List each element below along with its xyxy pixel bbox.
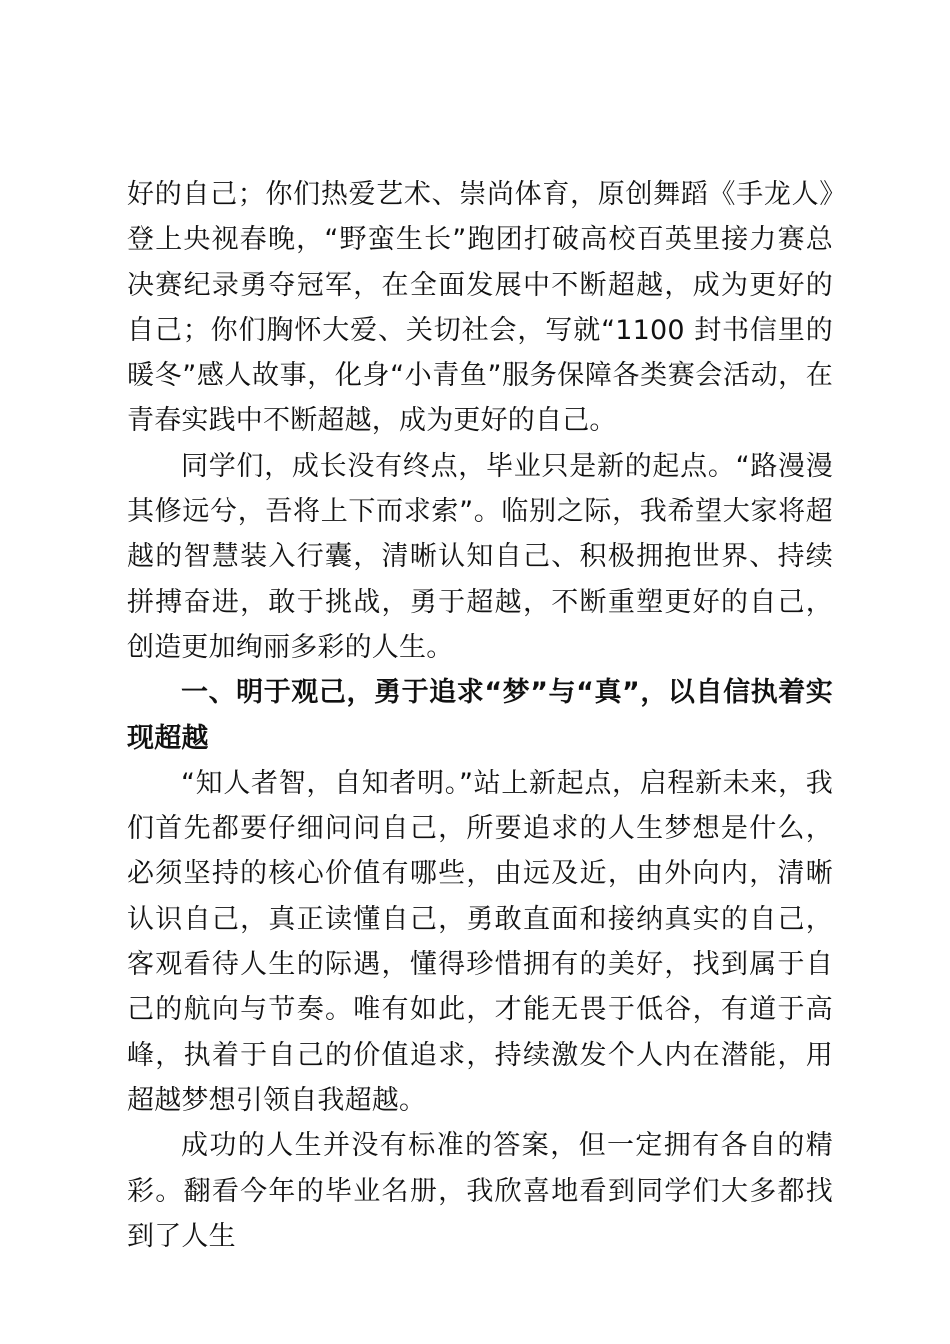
body-text <box>127 172 833 1259</box>
paragraph-1: 好的自己；你们热爱艺术、崇尚体育，原创舞蹈《手龙人》登上央视春晚，“野蛮生长”跑团打破高校百英里接力赛总决赛纪录勇夺冠军，在全面发展中不断超越，成为更好的自己；你们胸怀大爱、关切社会，写就“1100 封书信里的暖冬”感人故事，化身“小青鱼”服务保障各类赛会活动，在青春实践中不断超越，成为更好的自己。 <box>127 179 833 437</box>
paragraph-4: 成功的人生并没有标准的答案，但一定拥有各自的精彩。翻看今年的毕业名册，我欣喜地看到同学们大多都找到了人生 <box>127 1130 833 1252</box>
paragraph-2: 同学们，成长没有终点，毕业只是新的起点。“路漫漫其修远兮，吾将上下而求索”。临别之际，我希望大家将超越的智慧装入行囊，清晰认知自己、积极拥抱世界、持续拼搏奋进，敢于挑战，勇于超越，不断重塑更好的自己，创造更加绚丽多彩的人生。 <box>127 450 833 663</box>
section-heading-1: 一、明于观己，勇于追求“梦”与“真”，以自信执着实现超越 <box>127 677 833 754</box>
paragraph-3: “知人者智，自知者明。”站上新起点，启程新未来，我们首先都要仔细问问自己，所要追求的人生梦想是什么，必须坚持的核心价值有哪些，由远及近，由外向内，清晰认识自己，真正读懂自己，勇敢直面和接纳真实的自己，客观看待人生的际遇，懂得珍惜拥有的美好，找到属于自己的航向与节奏。唯有如此，才能无畏于低谷，有道于高峰，执着于自己的价值追求，持续激发个人内在潜能，用超越梦想引领自我超越。 <box>127 767 833 1116</box>
